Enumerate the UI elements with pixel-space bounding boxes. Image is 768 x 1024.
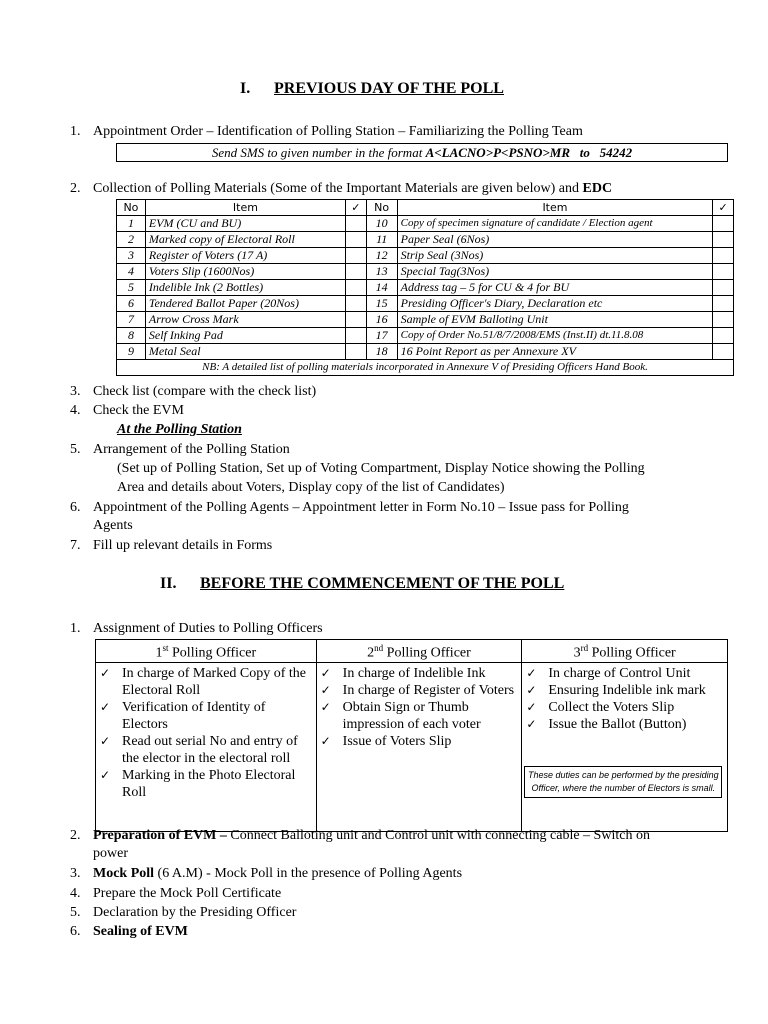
duty-item: ✓ Read out serial No and entry of the elector in the electoral roll xyxy=(100,733,298,766)
section-1-title: PREVIOUS DAY OF THE POLL xyxy=(274,80,504,97)
check-icon: ✓ xyxy=(526,716,537,731)
item-5-detail: Area and details about Voters, Display copy of the list of Candidates) xyxy=(117,480,505,495)
check-icon: ✓ xyxy=(526,665,537,680)
table-row: 1 EVM (CU and BU) 10 Copy of specimen signature of candidate / Election agent xyxy=(117,216,734,232)
table-row: 7 Arrow Cross Mark 16 Sample of EVM Balloting Unit xyxy=(117,312,734,328)
table-note-row xyxy=(117,360,734,376)
check-cell[interactable] xyxy=(713,296,734,312)
officer-1-duties xyxy=(96,662,317,831)
col-header-item: Item xyxy=(145,200,345,216)
presiding-officer-note: These duties can be performed by the presiding Officer, where the number of Electors is small. xyxy=(524,766,722,798)
table-row: 9 Metal Seal 18 16 Point Report as per Annexure XV xyxy=(117,344,734,360)
item-5-detail: (Set up of Polling Station, Set up of Voting Compartment, Display Notice showing the Polling xyxy=(117,461,645,476)
check-cell[interactable] xyxy=(713,344,734,360)
check-header-icon: ✓ xyxy=(346,200,367,216)
check-icon: ✓ xyxy=(320,733,331,748)
table-row: 6 Tendered Ballot Paper (20Nos) 15 Presiding Officer's Diary, Declaration etc xyxy=(117,296,734,312)
sms-format: A<LACNO>P<PSNO>MR xyxy=(425,145,571,160)
check-cell[interactable] xyxy=(346,248,367,264)
duty-item: ✓ In charge of Marked Copy of the Electoral Roll xyxy=(100,665,307,698)
section-2-number: II. xyxy=(160,575,177,592)
duty-item: ✓ Issue of Voters Slip xyxy=(320,733,452,749)
check-icon: ✓ xyxy=(100,665,111,680)
check-cell[interactable] xyxy=(346,264,367,280)
table-row: 5 Indelible Ink (2 Bottles) 14 Address tag – 5 for CU & 4 for BU xyxy=(117,280,734,296)
check-icon: ✓ xyxy=(526,699,537,714)
officer-2-duties xyxy=(316,662,522,831)
item-6-continuation: Agents xyxy=(93,518,133,533)
duty-item: ✓ Obtain Sign or Thumb impression of each voter xyxy=(320,699,481,732)
subheading-at-polling-station: At the Polling Station xyxy=(117,422,242,437)
table-row: 3 Register of Voters (17 A) 12 Strip Seal (3Nos) xyxy=(117,248,734,264)
col-header-no: No xyxy=(117,200,146,216)
duty-item: ✓ Ensuring Indelible ink mark xyxy=(526,682,706,698)
duty-item: ✓ In charge of Control Unit xyxy=(526,665,691,681)
sms-number: 54242 xyxy=(599,145,633,160)
officer-2-header: 2nd Polling Officer xyxy=(316,640,522,663)
check-icon: ✓ xyxy=(100,767,111,782)
check-icon: ✓ xyxy=(320,682,331,697)
check-icon: ✓ xyxy=(320,665,331,680)
section-2-heading xyxy=(160,575,564,593)
officers-header-row xyxy=(96,640,728,663)
table-row: 8 Self Inking Pad 17 Copy of Order No.51/8/7/2008/EMS (Inst.II) dt.11.8.08 xyxy=(117,328,734,344)
polling-officers-table xyxy=(95,639,728,832)
check-header-icon: ✓ xyxy=(713,200,734,216)
check-cell[interactable] xyxy=(713,264,734,280)
duty-item: ✓ Verification of Identity of Electors xyxy=(100,699,266,732)
col-header-no: No xyxy=(366,200,397,216)
check-icon: ✓ xyxy=(526,682,537,697)
duty-item: ✓ Issue the Ballot (Button) xyxy=(526,716,687,732)
section-1-number: I. xyxy=(240,80,251,97)
check-icon: ✓ xyxy=(320,699,331,714)
check-cell[interactable] xyxy=(346,296,367,312)
check-cell[interactable] xyxy=(713,248,734,264)
duty-item: ✓ In charge of Indelible Ink xyxy=(320,665,486,681)
check-icon: ✓ xyxy=(100,733,111,748)
check-cell[interactable] xyxy=(713,280,734,296)
officer-3-header: 3rd Polling Officer xyxy=(522,640,728,663)
sms-format-box: Send SMS to given number in the format A<LACNO>P<PSNO>MR to 54242 xyxy=(116,143,728,162)
col-header-item: Item xyxy=(397,200,713,216)
check-cell[interactable] xyxy=(346,312,367,328)
materials-note: NB: A detailed list of polling materials incorporated in Annexure V of Presiding Officers Hand Book. xyxy=(117,360,734,376)
duty-item: ✓ Marking in the Photo Electoral Roll xyxy=(100,767,296,800)
materials-header-row xyxy=(117,200,734,216)
section-1-heading xyxy=(240,80,504,98)
officer-1-header: 1st Polling Officer xyxy=(96,640,317,663)
check-cell[interactable] xyxy=(346,216,367,232)
check-cell[interactable] xyxy=(346,232,367,248)
check-cell[interactable] xyxy=(346,344,367,360)
check-cell[interactable] xyxy=(346,328,367,344)
check-cell[interactable] xyxy=(713,328,734,344)
materials-table xyxy=(116,199,734,376)
duty-item: ✓ In charge of Register of Voters xyxy=(320,682,515,698)
check-icon: ✓ xyxy=(100,699,111,714)
check-cell[interactable] xyxy=(346,280,367,296)
item-2-continuation: power xyxy=(93,846,128,861)
officer-3-duties xyxy=(522,662,728,831)
table-row: 4 Voters Slip (1600Nos) 13 Special Tag(3Nos) xyxy=(117,264,734,280)
section-2-title: BEFORE THE COMMENCEMENT OF THE POLL xyxy=(200,575,565,592)
check-cell[interactable] xyxy=(713,232,734,248)
duty-item: ✓ Collect the Voters Slip xyxy=(526,699,675,715)
check-cell[interactable] xyxy=(713,216,734,232)
check-cell[interactable] xyxy=(713,312,734,328)
table-row: 2 Marked copy of Electoral Roll 11 Paper Seal (6Nos) xyxy=(117,232,734,248)
